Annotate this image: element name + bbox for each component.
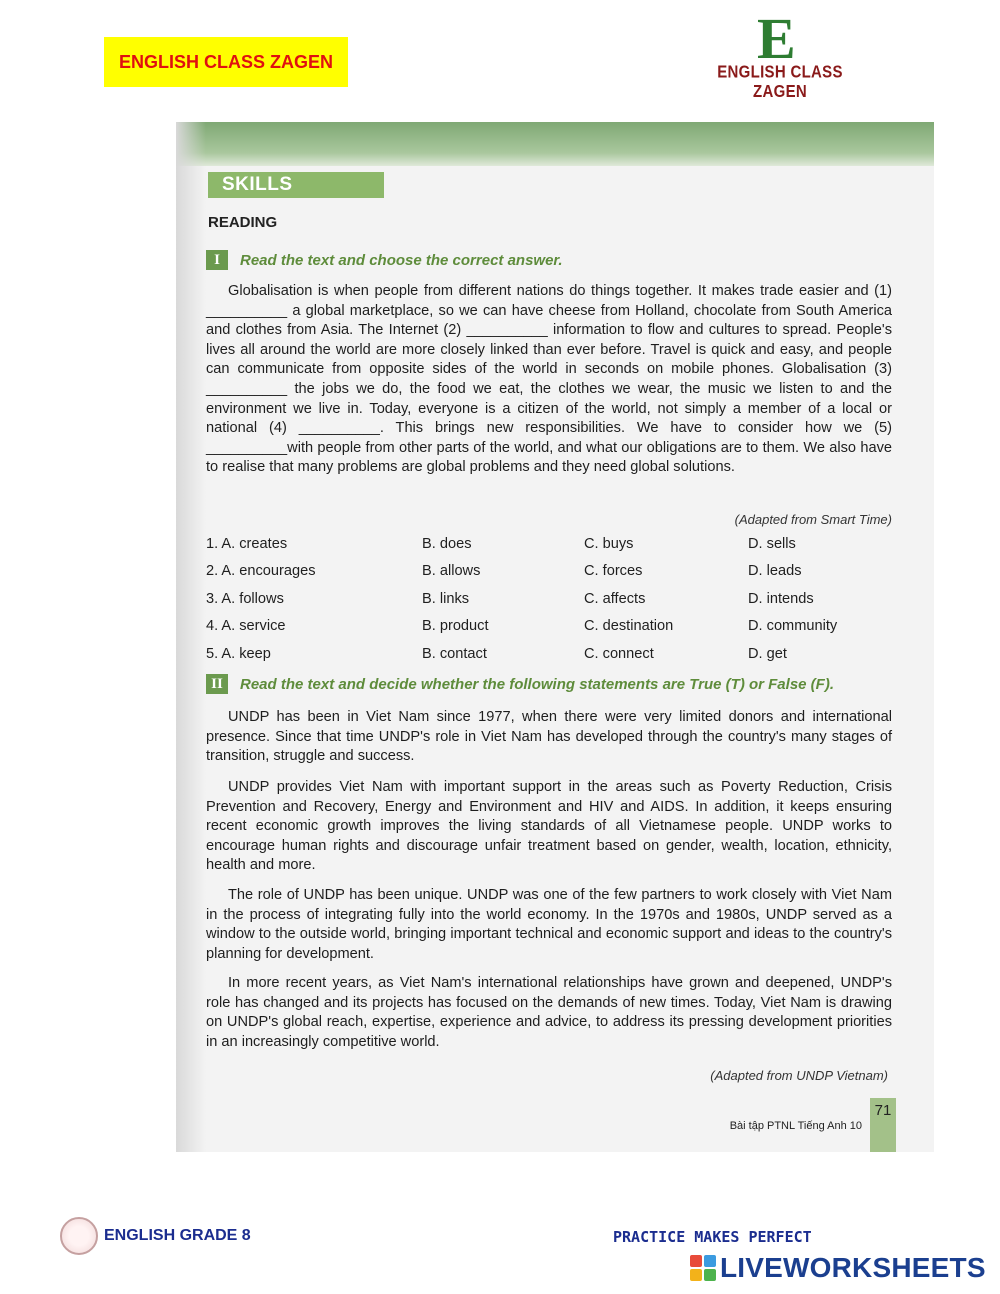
option-a[interactable]: 3. A. follows xyxy=(206,590,284,607)
logo-text: ENGLISH CLASS ZAGEN xyxy=(717,62,843,102)
option-c[interactable]: C. forces xyxy=(584,563,643,580)
passage-globalisation xyxy=(206,282,892,478)
textbook-page xyxy=(176,122,934,1152)
paragraph-undp-4-text: In more recent years, as Viet Nam's international relationships have grown and deepened, UNDP's role has changed and its projects has focused on the demands of new times. Today, Viet Nam is drawing on UNDP's global reach, expertise, experience and advice, to address its pressing development priorities in an increasingly competitive world. xyxy=(206,975,892,1050)
option-d[interactable]: D. sells xyxy=(748,535,796,552)
option-a[interactable]: 4. A. service xyxy=(206,618,286,635)
option-d[interactable]: D. intends xyxy=(748,590,814,607)
option-c[interactable]: C. affects xyxy=(584,590,646,607)
task-2-number: II xyxy=(206,674,228,694)
option-c[interactable]: C. destination xyxy=(584,618,674,635)
paragraph-undp-4 xyxy=(206,974,892,1052)
task-1-heading xyxy=(206,250,563,270)
option-a[interactable]: 2. A. encourages xyxy=(206,563,316,580)
option-d[interactable]: D. community xyxy=(748,618,838,635)
grade-label xyxy=(60,1217,251,1255)
task-1-instruction: Read the text and choose the correct answer. xyxy=(240,251,563,269)
option-b[interactable]: B. product xyxy=(422,618,489,635)
subsection-title: READING xyxy=(208,214,278,231)
passage-globalisation-text: Globalisation is when people from different nations do things together. It makes trade easier and (1) __________ a global marketplace, so we can have cheese from Holland, chocolate from South America and clothes from Asia. The Internet (2) __________ information to flow and cultures to spread. People's lives all around the world are more closely linked than ever before. Travel is quick and easy, and people can communicate from opposite sides of the world in seconds on mobile phones. Globalisation (3) __________ the jobs we do, the food we eat, the clothes we wear, the music we listen to and the environment we live in. Today, everyone is a citizen of the world, not simply a member of a local or national (4) __________. This brings new responsibilities. We have to consider how we (5) __________with people from other parts of the world, and what our obligations are to them. We also have to realise that many problems are global problems and they need global solutions. xyxy=(206,283,892,476)
option-c[interactable]: C. connect xyxy=(584,645,654,662)
option-c[interactable]: C. buys xyxy=(584,535,634,552)
section-title: SKILLS xyxy=(208,172,384,198)
source-smart-time: (Adapted from Smart Time) xyxy=(734,512,892,527)
question-row xyxy=(206,585,896,613)
paragraph-undp-1-text: UNDP has been in Viet Nam since 1977, when there were very limited donors and international presence. Since that time UNDP's role in Viet Nam has developed through the country's many stages of transition, struggle and success. xyxy=(206,709,892,765)
option-a[interactable]: 1. A. creates xyxy=(206,535,288,552)
source-undp: (Adapted from UNDP Vietnam) xyxy=(710,1068,888,1083)
liveworksheets-brand xyxy=(690,1252,986,1284)
answer-options xyxy=(206,530,896,668)
option-b[interactable]: B. does xyxy=(422,535,472,552)
grade-text: ENGLISH GRADE 8 xyxy=(104,1227,251,1244)
question-row xyxy=(206,640,896,668)
school-logo-icon xyxy=(60,1217,98,1255)
option-b[interactable]: B. links xyxy=(422,590,470,607)
option-b[interactable]: B. contact xyxy=(422,645,487,662)
liveworksheets-icon xyxy=(690,1255,716,1281)
motto-text: PRACTICE MAKES PERFECT xyxy=(613,1228,812,1246)
question-row xyxy=(206,530,896,558)
class-badge xyxy=(104,37,348,87)
option-b[interactable]: B. allows xyxy=(422,563,481,580)
book-title: Bài tập PTNL Tiếng Anh 10 xyxy=(729,1120,862,1132)
page-number: 71 xyxy=(870,1098,896,1152)
class-logo xyxy=(695,6,865,102)
question-row xyxy=(206,558,896,586)
logo-letter: E xyxy=(757,6,796,71)
option-d[interactable]: D. get xyxy=(748,645,787,662)
liveworksheets-text: LIVEWORKSHEETS xyxy=(720,1252,986,1283)
top-band xyxy=(176,122,934,166)
paragraph-undp-2 xyxy=(206,778,892,876)
task-1-number: I xyxy=(206,250,228,270)
option-a[interactable]: 5. A. keep xyxy=(206,645,271,662)
paragraph-undp-1 xyxy=(206,708,892,767)
page-shade xyxy=(176,122,206,1152)
option-d[interactable]: D. leads xyxy=(748,563,802,580)
paragraph-undp-3-text: The role of UNDP has been unique. UNDP was one of the few partners to work closely with Viet Nam in the process of integrating fully into the world economy. In the 1970s and 1980s, UNDP served as a window to the outside world, bringing important technical and economic support and ideas to the country's planning for development. xyxy=(206,887,892,962)
class-badge-text: ENGLISH CLASS ZAGEN xyxy=(118,51,333,72)
question-row xyxy=(206,613,896,641)
task-2-instruction: Read the text and decide whether the following statements are True (T) or False (F). xyxy=(240,675,834,693)
task-2-heading xyxy=(206,674,834,694)
page-footer xyxy=(730,1098,896,1152)
paragraph-undp-3 xyxy=(206,886,892,964)
paragraph-undp-2-text: UNDP provides Viet Nam with important support in the areas such as Poverty Reduction, Crisis Prevention and Recovery, Energy and Environment and HIV and AIDS. In addition, it keeps ensuring recent economic growth improves the living standards of all Vietnamese people. UNDP works to encourage human rights and discourage unfair treatment based on gender, wealth, location, ethnicity, health and more. xyxy=(206,779,892,874)
